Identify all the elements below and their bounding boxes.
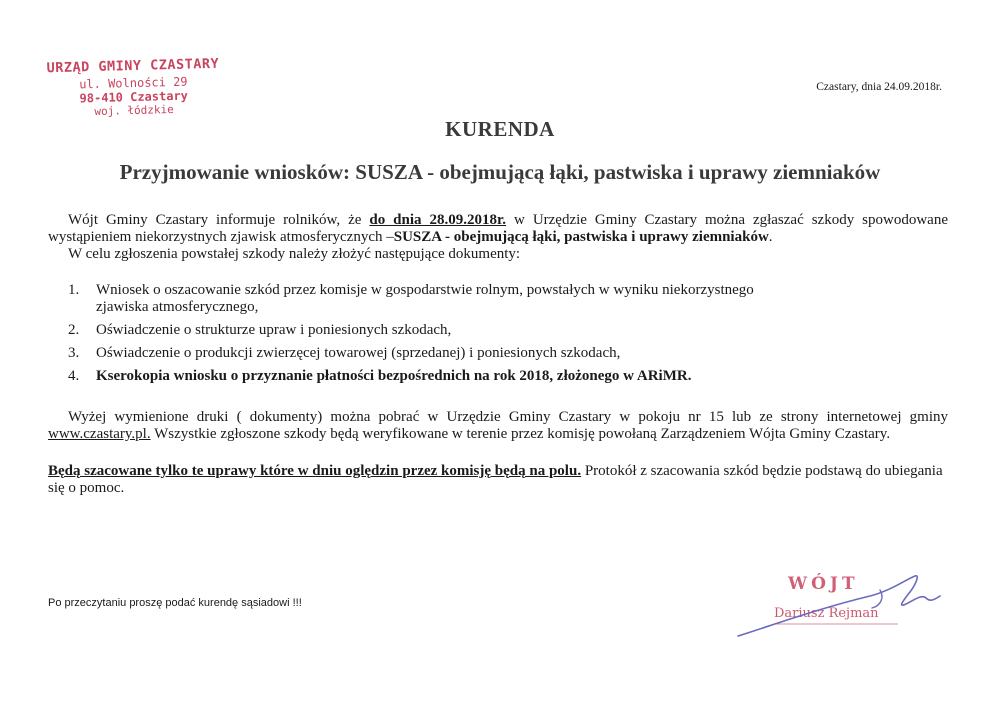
list-item-text: Wniosek o oszacowanie szkód przez komisje w gospodarstwie rolnym, powstałych w wyniku niekorzystnego zjawiska atmosferycznego, (96, 282, 754, 315)
list-item-number: 1. (68, 282, 80, 298)
place-date: Czastary, dnia 24.09.2018r. (816, 81, 942, 93)
documents-list (48, 282, 948, 385)
signature-title: WÓJT (788, 574, 859, 594)
notice-text: Protokół z szacowania szkód będzie podstawą do ubiegania się o pomoc. (48, 463, 943, 496)
stamp-office-name: URZĄD GMINY CZASTARY (46, 55, 220, 77)
signature-block (730, 568, 950, 648)
list-item (68, 282, 948, 316)
intro-text-1: Wójt Gminy Czastary informuje rolników, że (68, 212, 370, 228)
notice-emphasis: Będą szacowane tylko te uprawy które w dniu oględzin przez komisję będą na polu. (48, 463, 582, 479)
intro-text-3: . (768, 229, 773, 245)
forms-text-2: Wszystkie zgłoszone szkody będą weryfikowane w terenie przez komisję powołaną Zarządzeniem Wójta Gminy Czastary. (150, 426, 891, 442)
list-item-number: 3. (68, 345, 80, 361)
website-link[interactable]: www.czastary.pl. (48, 426, 151, 442)
deadline: do dnia 28.09.2018r. (369, 212, 507, 228)
forms-text-1: Wyżej wymienione druki ( dokumenty) można pobrać w Urzędzie Gminy Czastary w pokoju nr 15 lub ze strony internetowej gminy (68, 409, 948, 425)
handwritten-signature-icon (730, 568, 950, 648)
stamp-street: ul. Wolności 29 (79, 74, 188, 92)
forms-paragraph (48, 409, 948, 443)
document-body (48, 212, 948, 512)
list-item (68, 345, 948, 362)
stamp-postal-city: 98-410 Czastary (79, 88, 189, 106)
document-subtitle: Przyjmowanie wniosków: SUSZA - obejmującą łąki, pastwiska i uprawy ziemniaków (119, 160, 881, 184)
list-item-text: Kserokopia wniosku o przyznanie płatności bezpośrednich na rok 2018, złożonego w ARiMR. (96, 368, 692, 384)
list-item (68, 368, 948, 385)
office-stamp (45, 56, 221, 120)
drought-label: SUSZA - obejmującą łąki, pastwiska i uprawy ziemniaków (393, 229, 769, 245)
list-item-text: Oświadczenie o produkcji zwierzęcej towarowej (sprzedanej) i poniesionych szkodach, (96, 345, 621, 361)
intro-paragraph (48, 212, 948, 246)
stamp-voivodeship: woj. łódzkie (94, 102, 174, 119)
list-item-number: 2. (68, 322, 80, 338)
signature-name: Dariusz Rejman (774, 606, 879, 621)
document-heading: KURENDA (445, 117, 555, 141)
documents-intro: W celu zgłoszenia powstałej szkody należy złożyć następujące dokumenty: (68, 246, 521, 262)
list-item-number: 4. (68, 368, 80, 384)
list-item-text: Oświadczenie o strukturze upraw i poniesionych szkodach, (96, 322, 452, 338)
list-item (68, 322, 948, 339)
intro-text-2: w Urzędzie Gminy Czastary można zgłaszać szkody spowodowane wystąpieniem niekorzystnych zjawisk atmosferycznych – (48, 212, 948, 245)
footer-note: Po przeczytaniu proszę podać kurendę sąsiadowi !!! (48, 597, 302, 609)
notice-paragraph (48, 463, 948, 497)
